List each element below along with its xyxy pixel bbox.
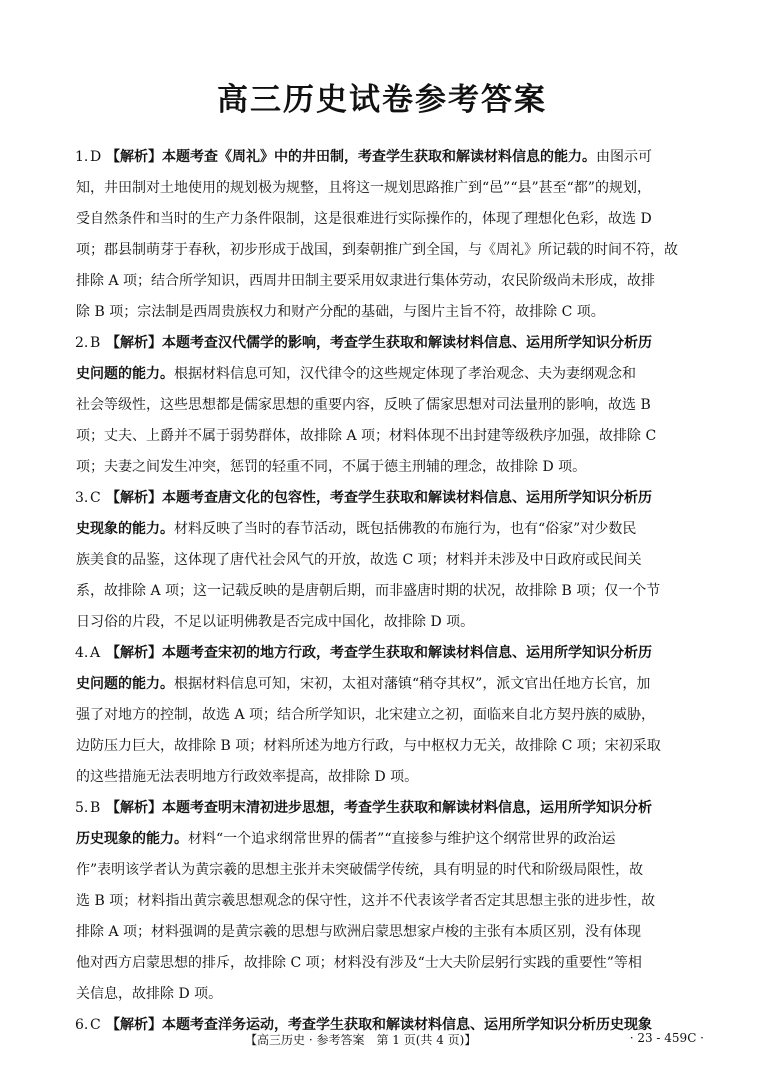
answer-letter: A: [90, 645, 101, 661]
explanation-line: [76, 514, 694, 545]
explanation-text: 根据材料信息可知，宋初，太祖对藩镇“稍夺其权”，派文官出任地方长官，加: [174, 676, 651, 692]
answer-letter: B: [90, 335, 101, 351]
answer-item: [76, 638, 694, 793]
explanation-text: 材料反映了当时的春节活动，既包括佛教的布施行为，也有“俗家”对少数民: [174, 521, 637, 537]
explanation-heading: 【解析】本题考查宋初的地方行政，考查学生获取和解读材料信息、运用所学知识分析历: [106, 645, 652, 661]
answer-item: [76, 142, 694, 328]
explanation-text: 社会等级性，这些思想都是儒家思想的重要内容，反映了儒家思想对司法量刑的影响，故选 B: [76, 397, 651, 413]
explanation-text: 强了对地方的控制，故选 A 项；结合所学知识，北宋建立之初，面临来自北方契丹族的威胁，: [76, 707, 656, 723]
explanation-text: 根据材料信息可知，汉代律令的这些规定体现了孝治观念、夫为妻纲观念和: [174, 366, 636, 382]
explanation-text: 项；丈夫、上爵并不属于弱势群体，故排除 A 项；材料体现不出封建等级秩序加强，故排除 C: [76, 428, 657, 444]
explanation-text: 排除 A 项；结合所学知识，西周井田制主要采用奴隶进行集体劳动，农民阶级尚未形成，故排: [76, 273, 656, 289]
explanation-line: [76, 700, 694, 731]
explanation-heading: 史现象的能力。: [76, 521, 174, 537]
explanation-line: [76, 638, 694, 669]
explanation-line: [76, 359, 694, 390]
explanation-heading: 历史现象的能力。: [76, 831, 188, 847]
explanation-text: 选 B 项；材料指出黄宗羲思想观念的保守性，这并不代表该学者否定其思想主张的进步性，故: [76, 893, 656, 909]
explanation-line: [76, 483, 694, 514]
explanation-line: [76, 731, 694, 762]
explanation-heading: 【解析】本题考查唐文化的包容性，考查学生获取和解读材料信息、运用所学知识分析历: [106, 490, 652, 506]
explanation-text: 作”表明该学者认为黄宗羲的思想主张并未突破儒学传统，具有明显的时代和阶级局限性，故: [76, 862, 644, 878]
question-number: 1.: [75, 149, 89, 165]
explanation-text: 受自然条件和当时的生产力条件限制，这是很难进行实际操作的，体现了理想化色彩，故选 D: [76, 211, 652, 227]
explanation-line: [76, 855, 694, 886]
explanation-text: 他对西方启蒙思想的排斥，故排除 C 项；材料没有涉及“士大夫阶层躬行实践的重要性”等相: [76, 955, 642, 971]
answer-letter: D: [90, 149, 102, 165]
page-title: 高三历史试卷参考答案: [217, 82, 547, 118]
answer-list: [76, 142, 694, 1041]
explanation-line: [76, 173, 694, 204]
explanation-line: [76, 204, 694, 235]
question-number: 2.: [75, 335, 89, 351]
explanation-line: [76, 545, 694, 576]
explanation-text: 项；郡县制萌芽于春秋，初步形成于战国，到秦朝推广到全国，与《周礼》所记载的时间不符，故: [76, 242, 678, 258]
explanation-text: 日习俗的片段，不足以证明佛教是否完成中国化，故排除 D 项。: [76, 614, 475, 630]
explanation-text: 系，故排除 A 项；这一记载反映的是唐朝后期，而非盛唐时期的状况，故排除 B 项；仅一个节: [76, 583, 661, 599]
explanation-heading: 【解析】本题考查洋务运动，考查学生获取和解读材料信息、运用所学知识分析历史现象: [106, 1017, 652, 1033]
explanation-line: [76, 452, 694, 483]
explanation-line: [76, 235, 694, 266]
explanation-line: [76, 669, 694, 700]
explanation-text: 项；夫妻之间发生冲突，惩罚的轻重不同，不属于德主刑辅的理念，故排除 D 项。: [76, 459, 587, 475]
answer-letter: B: [90, 800, 101, 816]
explanation-text: 族美食的品鉴，这体现了唐代社会风气的开放，故选 C 项；材料并未涉及中日政府或民间关: [76, 552, 642, 568]
explanation-text: 由图示可: [596, 149, 652, 165]
answer-letter: C: [90, 1017, 101, 1033]
explanation-text: 材料“一个追求纲常世界的儒者”“直接参与维护这个纲常世界的政治运: [188, 831, 616, 847]
explanation-text: 知，井田制对土地使用的规划极为规整，且将这一规划思路推广到“邑”“县”甚至“都”的规划，: [76, 180, 651, 196]
explanation-line: [76, 297, 694, 328]
explanation-line: [76, 886, 694, 917]
explanation-heading: 【解析】本题考查明末清初进步思想，考查学生获取和解读材料信息，运用所学知识分析: [106, 800, 652, 816]
explanation-line: [76, 390, 694, 421]
explanation-text: 排除 A 项；材料强调的是黄宗羲的思想与欧洲启蒙思想家卢梭的主张有本质区别，没有体现: [76, 924, 642, 940]
explanation-heading: 【解析】本题考查《周礼》中的井田制，考查学生获取和解读材料信息的能力。: [106, 149, 596, 165]
explanation-line: [76, 979, 694, 1010]
explanation-line: [76, 762, 694, 793]
explanation-line: [76, 793, 694, 824]
answer-item: [76, 328, 694, 483]
explanation-heading: 史问题的能力。: [76, 366, 174, 382]
footer-page-info: 【高三历史 · 参考答案 第 1 页(共 4 页)】: [245, 1033, 477, 1047]
question-number: 6.: [75, 1017, 89, 1033]
explanation-line: [76, 948, 694, 979]
question-number: 5.: [75, 800, 89, 816]
answer-item: [76, 793, 694, 1010]
explanation-line: [76, 421, 694, 452]
explanation-line: [76, 328, 694, 359]
explanation-line: [76, 576, 694, 607]
explanation-text: 关信息，故排除 D 项。: [76, 986, 223, 1002]
question-number: 3.: [75, 490, 89, 506]
answer-letter: C: [90, 490, 101, 506]
explanation-line: [76, 917, 694, 948]
explanation-heading: 【解析】本题考查汉代儒学的影响，考查学生获取和解读材料信息、运用所学知识分析历: [106, 335, 652, 351]
explanation-line: [76, 824, 694, 855]
explanation-text: 除 B 项；宗法制是西周贵族权力和财产分配的基础，与图片主旨不符，故排除 C 项。: [76, 304, 605, 320]
explanation-text: 边防压力巨大，故排除 B 项；材料所述为地方行政，与中枢权力无关，故排除 C 项；宋初采取: [76, 738, 661, 754]
footer-code: · 23 - 459C ·: [629, 1031, 704, 1045]
explanation-text: 的这些措施无法表明地方行政效率提高，故排除 D 项。: [76, 769, 419, 785]
explanation-heading: 史问题的能力。: [76, 676, 174, 692]
explanation-line: [76, 266, 694, 297]
page-footer: [0, 1031, 764, 1051]
explanation-line: [76, 142, 694, 173]
explanation-line: [76, 607, 694, 638]
question-number: 4.: [75, 645, 89, 661]
answer-item: [76, 483, 694, 638]
